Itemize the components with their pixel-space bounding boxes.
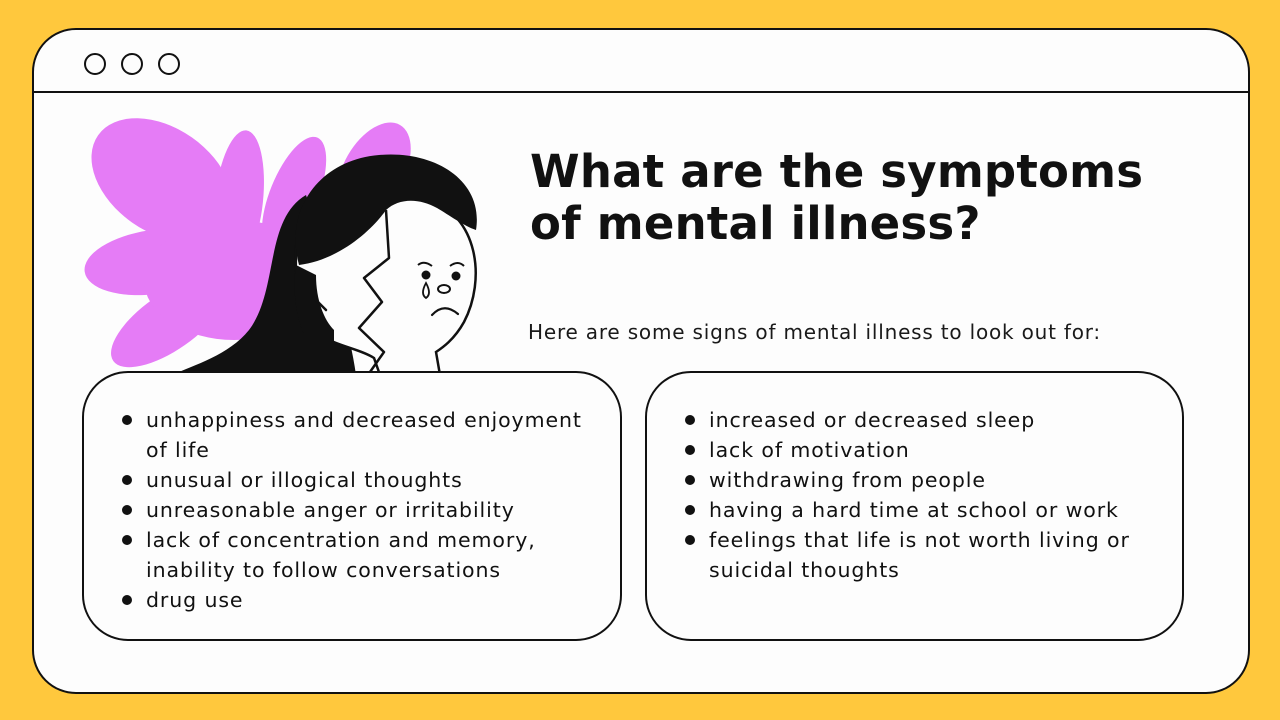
list-item-text: increased or decreased sleep <box>709 408 1036 432</box>
list-item <box>685 495 1155 525</box>
list-item-text: unusual or illogical thoughts <box>146 468 463 492</box>
bullet-icon <box>122 535 132 545</box>
bullet-icon <box>685 475 695 485</box>
symptoms-card-left <box>82 371 622 641</box>
window-dot-icon[interactable] <box>84 53 106 75</box>
list-item <box>122 525 592 585</box>
list-item-text: feelings that life is not worth living or suicidal thoughts <box>709 528 1130 582</box>
list-item <box>122 405 592 465</box>
list-item <box>122 585 592 615</box>
list-item-text: having a hard time at school or work <box>709 498 1119 522</box>
eyebrow-line <box>450 263 464 266</box>
list-item <box>122 495 592 525</box>
mouth-line <box>432 308 458 315</box>
list-item <box>685 525 1155 585</box>
bullet-icon <box>685 445 695 455</box>
window-dot-icon[interactable] <box>121 53 143 75</box>
flower-shape <box>68 93 426 384</box>
page-title: What are the symptoms of mental illness? <box>530 145 1144 250</box>
face-shape <box>296 191 476 375</box>
list-item-text: unreasonable anger or irritability <box>146 498 515 522</box>
hair-top-shape <box>296 154 477 265</box>
list-item-text: withdrawing from people <box>709 468 986 492</box>
list-item-text: drug use <box>146 588 244 612</box>
closed-eye-line <box>314 298 326 310</box>
list-item-text: unhappiness and decreased enjoyment of life <box>146 408 582 462</box>
symptoms-list-right <box>685 405 1155 585</box>
crack-line <box>359 210 389 372</box>
list-item-text: lack of concentration and memory, inability to follow conversations <box>146 528 536 582</box>
eyebrow-line <box>418 263 432 266</box>
bullet-icon <box>122 505 132 515</box>
page-subtitle: Here are some signs of mental illness to look out for: <box>528 320 1101 344</box>
nose-shape <box>438 285 450 293</box>
eye-icon <box>452 272 461 281</box>
list-item <box>685 465 1155 495</box>
bullet-icon <box>122 415 132 425</box>
bullet-icon <box>685 505 695 515</box>
bullet-icon <box>122 595 132 605</box>
window-titlebar <box>34 30 1248 93</box>
window-dot-icon[interactable] <box>158 53 180 75</box>
bullet-icon <box>122 475 132 485</box>
browser-window <box>32 28 1250 694</box>
list-item <box>685 405 1155 435</box>
bullet-icon <box>685 535 695 545</box>
list-item-text: lack of motivation <box>709 438 910 462</box>
list-item <box>122 465 592 495</box>
hair-side-shape <box>286 265 334 375</box>
symptoms-list-left <box>122 405 592 615</box>
hair-shape <box>172 195 356 375</box>
tear-icon <box>423 283 429 298</box>
bullet-icon <box>685 415 695 425</box>
eye-icon <box>422 271 431 280</box>
list-item <box>685 435 1155 465</box>
symptoms-card-right <box>645 371 1184 641</box>
